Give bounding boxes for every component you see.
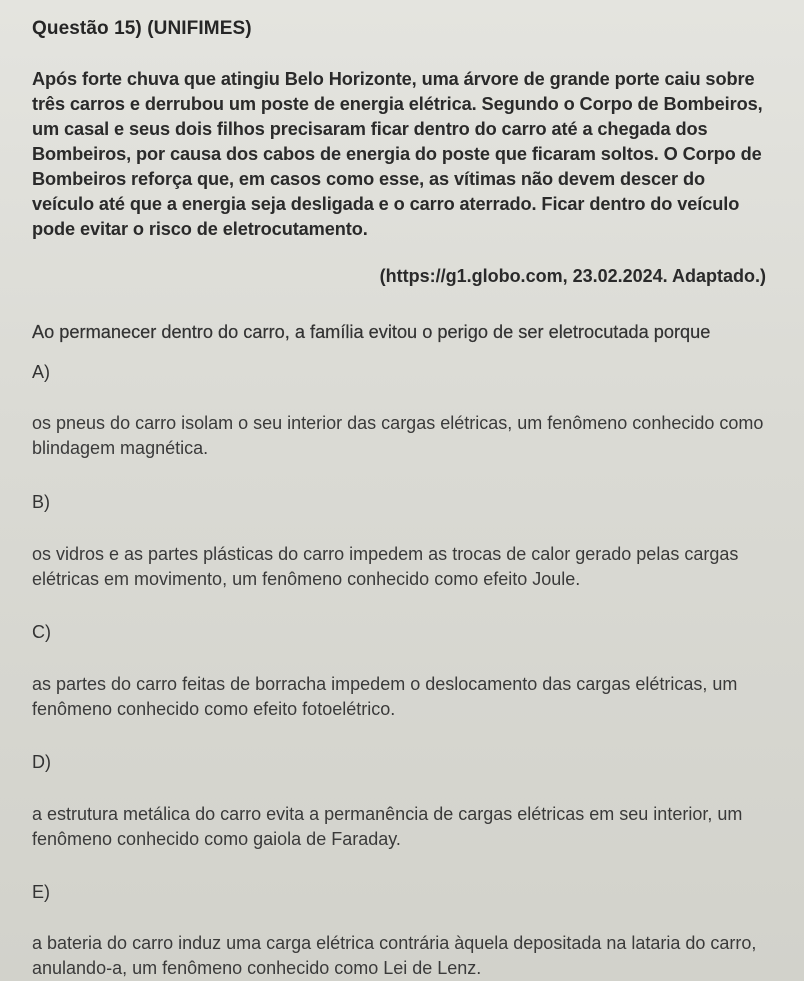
option-e-letter[interactable]: E) bbox=[32, 882, 50, 902]
option-e-text[interactable]: a bateria do carro induz uma carga elétrica contrária àquela depositada na lataria do carro, anulando-a, um fenômeno conhecido como Lei de Lenz. bbox=[32, 933, 757, 978]
source-citation: (https://g1.globo.com, 23.02.2024. Adaptado.) bbox=[379, 266, 766, 286]
option-c-text[interactable]: as partes do carro feitas de borracha impedem o deslocamento das cargas elétricas, um fenômeno conhecido como efeito fotoelétrico. bbox=[32, 674, 738, 719]
passage-text: Após forte chuva que atingiu Belo Horizonte, uma árvore de grande porte caiu sobre três carros e derrubou um poste de energia elétrica. Segundo o Corpo de Bombeiros, um casal e seus dois filhos precisaram ficar dentro do carro até a chegada dos Bombeiros, por causa dos cabos de energia do poste que ficaram soltos. O Corpo de Bombeiros reforça que, em casos como esse, as vítimas não devem descer do veículo até que a energia seja desligada e o carro aterrado. Ficar dentro do veículo pode evitar o risco de eletrocutamento. bbox=[32, 69, 763, 239]
option-d-letter[interactable]: D) bbox=[32, 752, 51, 772]
option-b-text[interactable]: os vidros e as partes plásticas do carro impedem as trocas de calor gerado pelas cargas elétricas em movimento, um fenômeno conhecido como efeito Joule. bbox=[32, 544, 739, 589]
question-prompt: Ao permanecer dentro do carro, a família evitou o perigo de ser eletrocutada porque bbox=[32, 322, 711, 342]
option-c-letter[interactable]: C) bbox=[32, 622, 51, 642]
option-a-text[interactable]: os pneus do carro isolam o seu interior das cargas elétricas, um fenômeno conhecido como blindagem magnética. bbox=[32, 413, 764, 458]
option-a-letter[interactable]: A) bbox=[32, 362, 50, 382]
option-b-letter[interactable]: B) bbox=[32, 492, 50, 512]
option-d-text[interactable]: a estrutura metálica do carro evita a permanência de cargas elétricas em seu interior, um fenômeno conhecido como gaiola de Faraday. bbox=[32, 804, 743, 849]
question-title: Questão 15) (UNIFIMES) bbox=[32, 18, 252, 39]
